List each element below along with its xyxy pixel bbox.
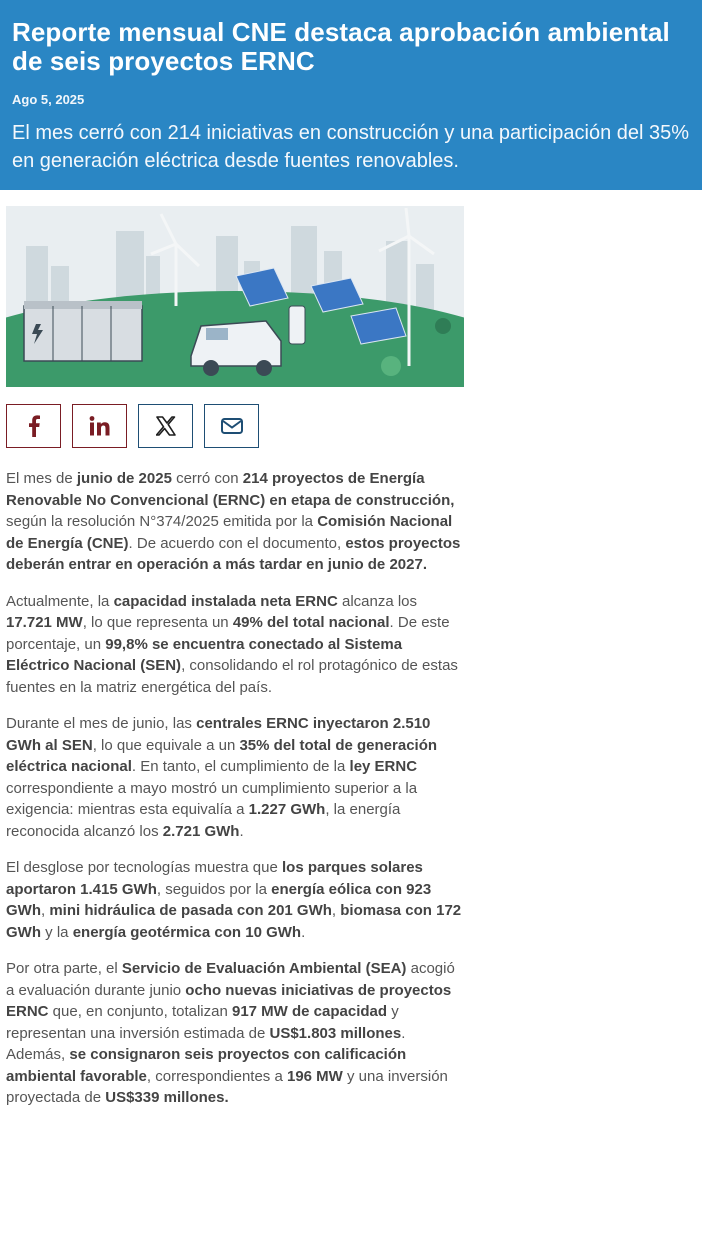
text-run: correspondiente a mayo mostró un cumplimiento superior a la exigencia: mientras esta equivalía a [6, 779, 418, 818]
paragraph-2 [6, 591, 464, 699]
bold-run: ocho nuevas iniciativas de proyectos ERNC [6, 981, 452, 1020]
text-run: alcanza los [337, 592, 418, 610]
text-run: Durante el mes de junio, las [6, 715, 197, 732]
bold-run: energía eólica con 923 GWh [6, 880, 432, 919]
text-run: , lo que representa un [82, 614, 233, 631]
bold-run: 214 proyectos de Energía Renovable No Convencional (ERNC) en etapa de construcción, [6, 470, 455, 509]
bold-run: mini hidráulica de pasada con 201 GWh [49, 902, 332, 919]
bold-run: 49% del total nacional [232, 614, 390, 631]
text-run: . De acuerdo con el documento, [128, 534, 346, 552]
bold-run: 196 MW [286, 1067, 343, 1085]
text-run: . [239, 822, 244, 840]
text-run: . [301, 923, 306, 941]
bold-run: capacidad instalada neta ERNC [113, 592, 338, 610]
paragraph-4 [6, 857, 464, 943]
bold-run: Comisión Nacional de Energía (CNE) [6, 513, 453, 552]
bold-run: los parques solares aportaron 1.415 GWh [6, 859, 423, 898]
bold-run: 2.721 GWh [162, 822, 240, 840]
share-email-button[interactable] [204, 404, 259, 448]
bold-run: junio de 2025 [76, 470, 172, 487]
linkedin-icon [89, 416, 111, 436]
text-run: según la resolución N°374/2025 emitida por la [6, 513, 318, 530]
bold-run: ley ERNC [349, 758, 418, 775]
bold-run: 99,8% se encuentra conectado al Sistema Eléctrico Nacional (SEN) [6, 635, 403, 674]
text-run: acogió a evaluación durante junio [6, 960, 455, 999]
share-x-button[interactable] [138, 404, 193, 448]
text-run: Actualmente, la [6, 592, 114, 610]
article-header [0, 0, 702, 190]
text-run: , seguidos por la [156, 880, 272, 898]
text-run: , correspondientes a [146, 1067, 287, 1085]
bold-run: Servicio de Evaluación Ambiental (SEA) [121, 960, 407, 977]
hero-illustration [6, 206, 464, 387]
text-run: , [41, 902, 50, 919]
text-run: , consolidando el rol protagónico de estas fuentes en la matriz energética del país. [6, 657, 458, 696]
article-body [6, 468, 464, 1124]
text-run: El desglose por tecnologías muestra que [6, 859, 282, 876]
share-facebook-button[interactable] [6, 404, 61, 448]
text-run: Por otra parte, el [6, 960, 122, 977]
article-title: Reporte mensual CNE destaca aprobación ambiental de seis proyectos ERNC [12, 17, 670, 76]
bold-run: 917 MW de capacidad [231, 1003, 388, 1020]
bold-run: 1.227 GWh [248, 801, 326, 818]
bold-run: energía geotérmica con 10 GWh [72, 923, 302, 941]
bold-run: estos proyectos deberán entrar en operación a más tardar en junio de 2027. [6, 534, 461, 573]
bold-run: biomasa con 172 GWh [6, 902, 462, 941]
x-icon [156, 416, 176, 436]
bold-run: 17.721 MW [6, 614, 83, 631]
bold-run: centrales ERNC inyectaron 2.510 GWh al SEN [6, 715, 431, 754]
bold-run: 35% del total de generación eléctrica nacional [6, 736, 438, 775]
text-run: . Además, [6, 1024, 406, 1063]
text-run: y representan una inversión estimada de [6, 1003, 399, 1042]
text-run: . De este porcentaje, un [6, 614, 450, 653]
text-run: y una inversión proyectada de [6, 1067, 448, 1106]
article-date: Ago 5, 2025 [12, 92, 85, 107]
text-run: , lo que equivale a un [92, 736, 240, 754]
paragraph-1 [6, 468, 464, 576]
email-icon [221, 418, 243, 434]
text-run: y la [41, 923, 73, 941]
share-bar [6, 404, 259, 448]
bold-run: se consignaron seis proyectos con calificación ambiental favorable [6, 1046, 407, 1085]
bold-run: US$339 millones. [105, 1089, 229, 1106]
text-run: , la energía reconocida alcanzó los [6, 801, 401, 840]
text-run: El mes de [6, 470, 77, 487]
text-run: , [331, 902, 341, 919]
text-run: que, en conjunto, totalizan [48, 1003, 232, 1020]
bold-run: US$1.803 millones [269, 1024, 402, 1042]
text-run: cerró con [171, 470, 243, 487]
text-run: . En tanto, el cumplimiento de la [131, 758, 350, 775]
paragraph-3 [6, 713, 464, 842]
paragraph-5 [6, 958, 464, 1109]
article-lead: El mes cerró con 214 iniciativas en construcción y una participación del 35% en generación eléctrica desde fuentes renovables. [12, 122, 690, 172]
share-linkedin-button[interactable] [72, 404, 127, 448]
facebook-icon [27, 415, 41, 437]
